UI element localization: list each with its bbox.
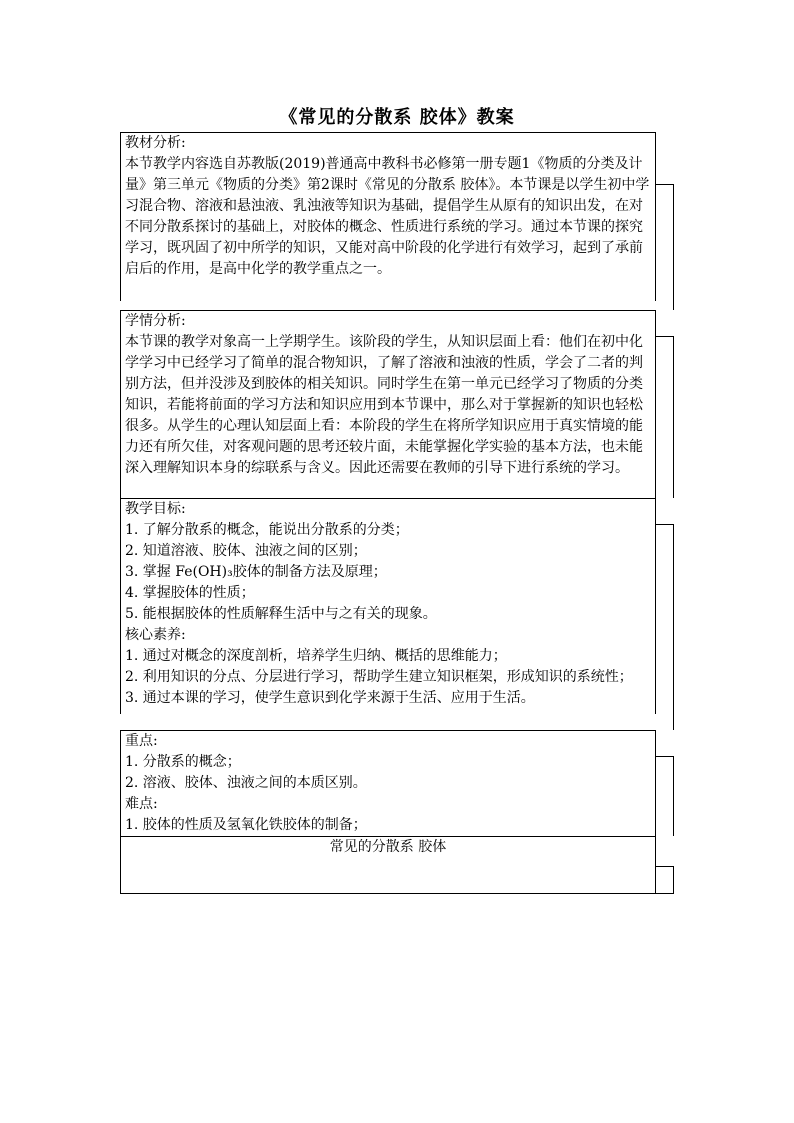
core-item: 1. 通过对概念的深度剖析，培养学生归纳、概括的思维能力； [125, 648, 507, 664]
section-lesson [120, 836, 656, 894]
margin-column [656, 866, 674, 894]
section-heading: 学情分析: [125, 313, 186, 329]
section-key-points [120, 730, 656, 838]
margin-column [656, 336, 674, 498]
section-textbook-analysis [120, 132, 656, 301]
core-heading: 核心素养: [125, 627, 186, 643]
section-student-analysis [120, 310, 656, 500]
margin-column [656, 756, 674, 836]
margin-column [656, 184, 674, 310]
goal-item: 2. 知道溶液、胶体、浊液之间的区别； [125, 543, 367, 559]
section-teaching-goals [120, 498, 656, 714]
lesson-title: 常见的分散系 胶体 [329, 839, 447, 855]
margin-column [656, 524, 674, 730]
section-body: 本节教学内容选自苏教版(2019)普通高中教科书必修第一册专题1《物质的分类及计量》第三单元《物质的分类》第2课时《常见的分散系 胶体》。本节课是以学生初中学习混合物、溶液和悬浊液、乳浊液等知识为基础，提倡学生从原有的知识出发，在对不同分散系探讨的基础上，对胶体的概念、性质进行系统的学习。通过本节课的探究学习，既巩固了初中所学的知识，又能对高中阶段的化学进行有效学习，起到了承前启后的作用，是高中化学的教学重点之一。 [125, 156, 650, 277]
hard-item: 1. 胶体的性质及氢氧化铁胶体的制备； [125, 817, 367, 833]
core-item: 2. 利用知识的分点、分层进行学习，帮助学生建立知识框架，形成知识的系统性； [125, 669, 633, 685]
goal-item: 4. 掌握胶体的性质； [125, 585, 255, 601]
key-heading: 重点: [125, 733, 158, 749]
core-item: 3. 通过本课的学习，使学生意识到化学来源于生活、应用于生活。 [125, 690, 535, 706]
key-item: 1. 分散系的概念； [125, 754, 241, 770]
goal-item: 3. 掌握 Fe(OH)₃胶体的制备方法及原理； [125, 564, 387, 580]
document-title: 《常见的分散系 胶体》教案 [279, 107, 515, 128]
hard-heading: 难点: [125, 796, 158, 812]
goal-item: 5. 能根据胶体的性质解释生活中与之有关的现象。 [125, 606, 437, 622]
goal-item: 1. 了解分散系的概念，能说出分散系的分类； [125, 522, 409, 538]
section-body: 本节课的教学对象高一上学期学生。该阶段的学生，从知识层面上看：他们在初中化学学习中已经学习了简单的混合物知识，了解了溶液和浊液的性质，学会了二者的判别方法，但并没涉及到胶体的相关知识。同时学生在第一单元已经学习了物质的分类知识，若能将前面的学习方法和知识应用到本节课中，那么对于掌握新的知识也轻松很多。从学生的心理认知层面上看：本阶段的学生在将所学知识应用于真实情境的能力还有所欠佳，对客观问题的思考还较片面，未能掌握化学实验的基本方法，也未能深入理解知识本身的综联系与含义。因此还需要在教师的引导下进行系统的学习。 [125, 334, 643, 476]
section-heading: 教学目标: [125, 501, 186, 517]
section-heading: 教材分析: [125, 135, 186, 151]
key-item: 2. 溶液、胶体、浊液之间的本质区别。 [125, 775, 367, 791]
